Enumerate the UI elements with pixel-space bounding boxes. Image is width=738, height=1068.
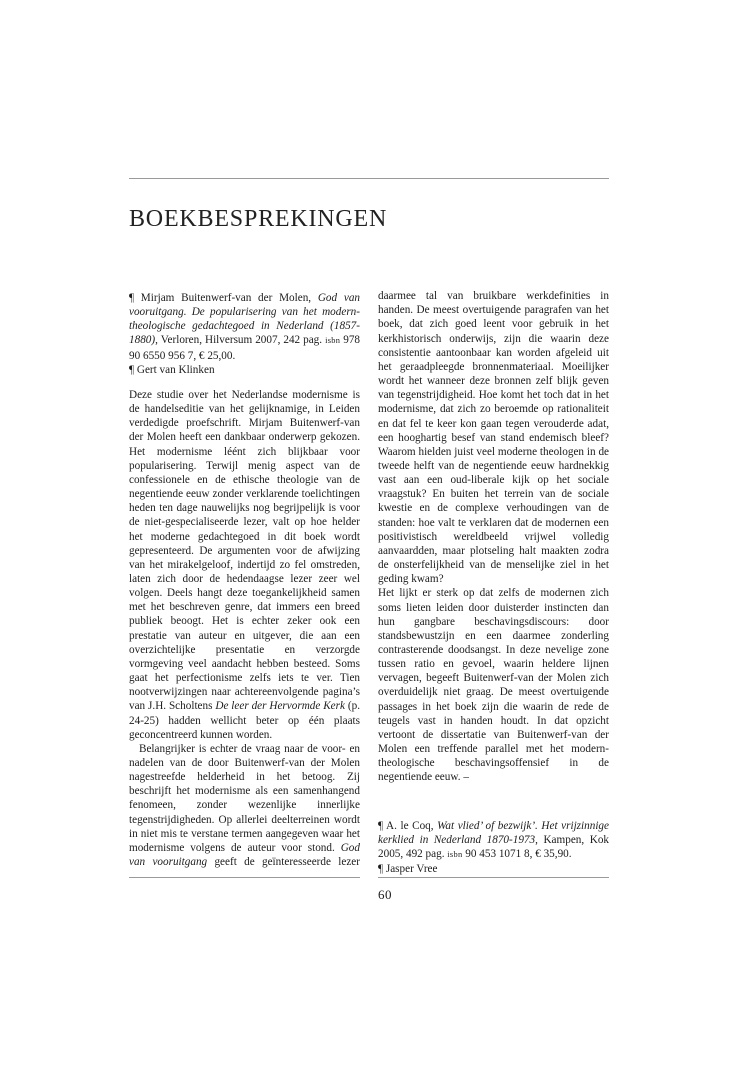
review1-isbn-price: 978 90 6550 956 7, € 25,00. [129,334,360,362]
review2-reviewer: ¶ Jasper Vree [378,863,438,875]
top-rule [129,178,609,179]
review1-reviewer: ¶ Gert van Klinken [129,363,215,376]
review1-p2-text-b-continued: daarmee tal van bruikbare werkdefinities in handen. De meest overtuigende paragrafen van het boek, dat zich goed leent voor gebruik in het kerkhistorisch onderwijs, zijn die waarin deze consistentie aantoonbaar kan worden afgeleid uit het geraadpleegde bronnenmateriaal. Moeilijker wordt het wanneer deze bronnen zelf blijk geven van tegenstrijdigheid. Hoe komt het toch dat in het modernisme, dat zich zo beroemde op rationaliteit en dat fel te keer kon gaan tegen verouderde adat, een hooghartig besef van stand endemisch bleef? Waarom hielden juist veel moderne theologen in de tweede helft van de negentiende eeuw hardnekkig vast aan een oud-liberale kijk op het sociale vraagstuk? En buiten het terrein van de sociale kwestie en de complexe verhoudingen van de standen: hoe valt te verklaren dat de modernen een positivistisch wereldbeeld vrijwel volledig aanvaardden, maar plotseling halt maakten zodra de onsterfelijkheid van de menselijke ziel in het geding kwam? [378,291,609,586]
right-column-flow [378,291,609,586]
review1-p1-text-a: Deze studie over het Nederlandse modernisme is de handelseditie van het gelijknamige, in Leiden verdedigde proefschrift. Mirjam Buitenwerf-van der Molen heeft een dankbaar onderwerp gekozen. Het modernisme léént zich blijkbaar voor popularisering. Terwijl menig aspect van de confessionele en de ethische theologie van de negentiende eeuw zonder verklarende toelichtingen heden ten dage nauwelijks nog begrijpelijk is voor de niet-gespecialiseerde lezer, valt op hoe helder het moderne gedachtegoed in dit boek wordt gepresenteerd. De argumenten voor de afwijzing van het mirakelgeloof, indertijd zo fel omstreden, laten zich door de hedendaagse lezer zeer wel volgen. Deels hangt deze toegankelijkheid samen met het beschreven genre, dat immers een breed publiek beoogt. Het is echter zeker ook een prestatie van auteur en uitgever, die aan een overzichtelijke presentatie en verzorgde vormgeving veel aandacht hebben besteed. Soms gaat het perfectionisme zelfs iets te ver. Tien nootverwijzingen naar achtereenvolgende pagina’s van J.H. Scholtens [129,388,360,713]
review2-isbn-label: isbn [447,849,463,859]
review1-p1-text-b: (p. 24-25) hadden wellicht beter op één plaats geconcentreerd kunnen worden. [129,700,360,741]
right-column-inner [378,291,609,875]
review2-isbn-price: 90 453 1071 8, € 35,90. [462,847,572,860]
review1-author: ¶ Mirjam Buitenwerf-van der Molen, [129,292,318,304]
review1-isbn-label: isbn [325,336,341,346]
review1-paragraph-2 [129,742,360,871]
review1-publisher: , Verloren, Hilversum 2007, 242 pag. [155,334,326,347]
review1-p2-text-a: Belangrijker is echter de vraag naar de voor- en nadelen van de door Buitenwerf-van der Molen nagestreefde helderheid in het betoog. Zij beschrijft het modernisme als een samenhangend fenomeen, zonder wezenlijke innerlijke tegenstrijdigheden. Op allerlei deelterreinen wordt in niet mis te verstane termen aangegeven waar het modernisme volgens de auteur voor stond. [129,742,360,854]
review1-p2-text-b: geeft de geïnteresseerde lezer [214,856,360,869]
review1-p1-cited-title: De leer der Hervormde Kerk [215,700,345,713]
page-number: 60 [378,887,392,902]
right-column [378,291,609,875]
review1-citation [129,291,360,363]
left-column [129,291,360,871]
review1-p2-cited-title: God van vooruitgang [129,841,360,869]
review1-paragraph-1 [129,388,360,742]
bottom-rule-right [378,877,609,878]
review2-citation [378,819,609,862]
review2-publisher: , Kampen, Kok 2005, 492 pag. [378,833,609,860]
review1-book-title: God van vooruitgang. De popularisering van het modern-theologische gedachtegoed in Nederland (1857-1880) [129,292,360,347]
review2-book-title: Wat vlied’ of bezwijk’. Het vrijzinnige kerklied in Nederland 1870-1973 [378,819,609,846]
review1-paragraph-2-continued [378,291,609,586]
review2-author: ¶ A. le Coq, [378,819,438,832]
bottom-rule-left [129,877,360,878]
page-heading: BOEKBESPREKINGEN [129,206,388,232]
review1-paragraph-3: Het lijkt er sterk op dat zelfs de modernen zich soms lieten leiden door duisterder instincten dan hun gangbare beschavingsdiscours: door standsbewustzijn en een daarmee zonderling contrasterende doodsangst. In deze nevelige zone tussen ratio en gevoel, waarin heldere lijnen vervagen, begeeft Buitenwerf-van der Molen zich overduidelijk niet graag. De meest overtuigende passages in het boek zijn die waarin de rede de teugels vast in handen houdt. In dat opzicht vertoont de dissertatie van Buitenwerf-van der Molen een treffende parallel met het modern-theologische beschavingsoffensief in de negentiende eeuw. – [378,587,609,784]
